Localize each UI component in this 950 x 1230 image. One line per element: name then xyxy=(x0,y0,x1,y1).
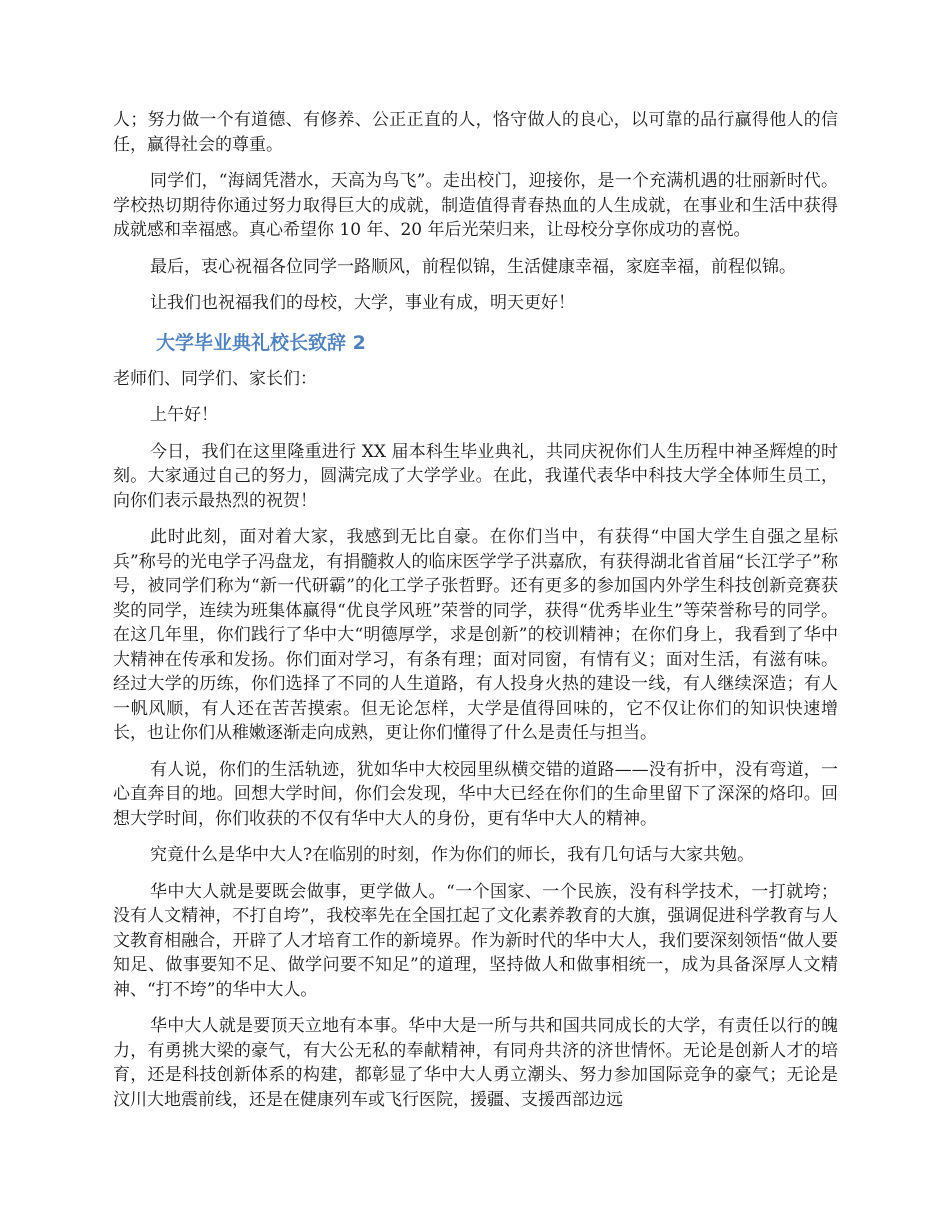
salutation: 老师们、同学们、家长们： xyxy=(113,368,317,389)
paragraph-blessing: 最后，衷心祝福各位同学一路顺风，前程似锦，生活健康幸福，家庭幸福，前程似锦。 xyxy=(150,256,796,277)
paragraph-trajectory: 有人说，你们的生活轨迹，犹如华中大校园里纵横交错的道路——没有折中，没有弯道，一心直奔目的地。回想大学时间，你们会发现，华中大已经在你们的生命里留下了深深的烙印。回想大学时间，你们收获的不仅有华中大人的身份，更有华中大人的精神。 xyxy=(113,759,838,829)
paragraph-classmates: 同学们，“海阔凭潜水，天高为鸟飞”。走出校门，迎接你，是一个充满机遇的壮丽新时代。学校热切期待你通过努力取得巨大的成就，制造值得青春热血的人生成就，在事业和生活中获得成就感和幸福感。真心希望你 10 年、20 年后光荣归来，让母校分享你成功的喜悦。 xyxy=(113,171,838,240)
document-page xyxy=(113,108,838,1124)
paragraph-pride: 此时此刻，面对着大家，我感到无比自豪。在你们当中，有获得“中国大学生自强之星标兵”称号的光电学子冯盘龙，有捐髓救人的临床医学学子洪嘉欣，有获得湖北省首届“长江学子”称号，被同学们称为“新一代研霸”的化工学子张哲野。还有更多的参加国内外学生科技创新竞赛获奖的同学，连续为班集体赢得“优良学风班”荣誉的同学，获得“优秀毕业生”等荣誉称号的同学。在这几年里，你们践行了华中大“明德厚学，求是创新”的校训精神；在你们身上，我看到了华中大精神在传承和发扬。你们面对学习，有条有理；面对同窗，有情有义；面对生活，有滋有味。经过大学的历练，你们选择了不同的人生道路，有人投身火热的建设一线，有人继续深造；有人一帆风顺，有人还在苦苦摸索。但无论怎样，大学是值得回味的，它不仅让你们的知识快速增长，也让你们从稚嫩逐渐走向成熟，更让你们懂得了什么是责任与担当。 xyxy=(113,527,838,743)
section-heading: 大学毕业典礼校长致辞 2 xyxy=(156,331,366,354)
paragraph-question: 究竟什么是华中大人?在临别的时刻，作为你们的师长，我有几句话与大家共勉。 xyxy=(150,845,755,865)
paragraph-conduct: 华中大人就是要既会做事，更学做人。“一个国家、一个民族，没有科学技术，一打就垮；没有人文精神，不打自垮”，我校率先在全国扛起了文化素养教育的大旗，强调促进科学教育与人文教育相融合，开辟了人才培育工作的新境界。作为新时代的华中大人，我们要深刻领悟“做人要知足、做事要知不足、做学问要不知足”的道理，坚持做人和做事相统一，成为具备深厚人文精神、“打不垮”的华中大人。 xyxy=(113,881,838,1000)
paragraph-alma-mater: 让我们也祝福我们的母校，大学，事业有成，明天更好！ xyxy=(150,293,575,313)
paragraph-ability: 华中大人就是要顶天立地有本事。华中大是一所与共和国共同成长的大学，有责任以行的魄力，有勇挑大梁的豪气，有大公无私的奉献精神，有同舟共济的济世情怀。无论是创新人才的培育，还是科技创新体系的构建，都彰显了华中大人勇立潮头、努力参加国际竞争的豪气；无论是汶川大地震前线，还是在健康列车或飞行医院，援疆、支援西部边远 xyxy=(113,1016,838,1110)
paragraph-ceremony: 今日，我们在这里隆重进行 XX 届本科生毕业典礼，共同庆祝你们人生历程中神圣辉煌的时刻。大家通过自己的努力，圆满完成了大学学业。在此，我谨代表华中科技大学全体师生员工，向你们表示最热烈的祝贺！ xyxy=(113,441,838,511)
paragraph-continued: 人；努力做一个有道德、有修养、公正正直的人，恪守做人的良心，以可靠的品行赢得他人的信任，赢得社会的尊重。 xyxy=(113,110,838,155)
paragraph-greeting: 上午好！ xyxy=(150,405,218,425)
